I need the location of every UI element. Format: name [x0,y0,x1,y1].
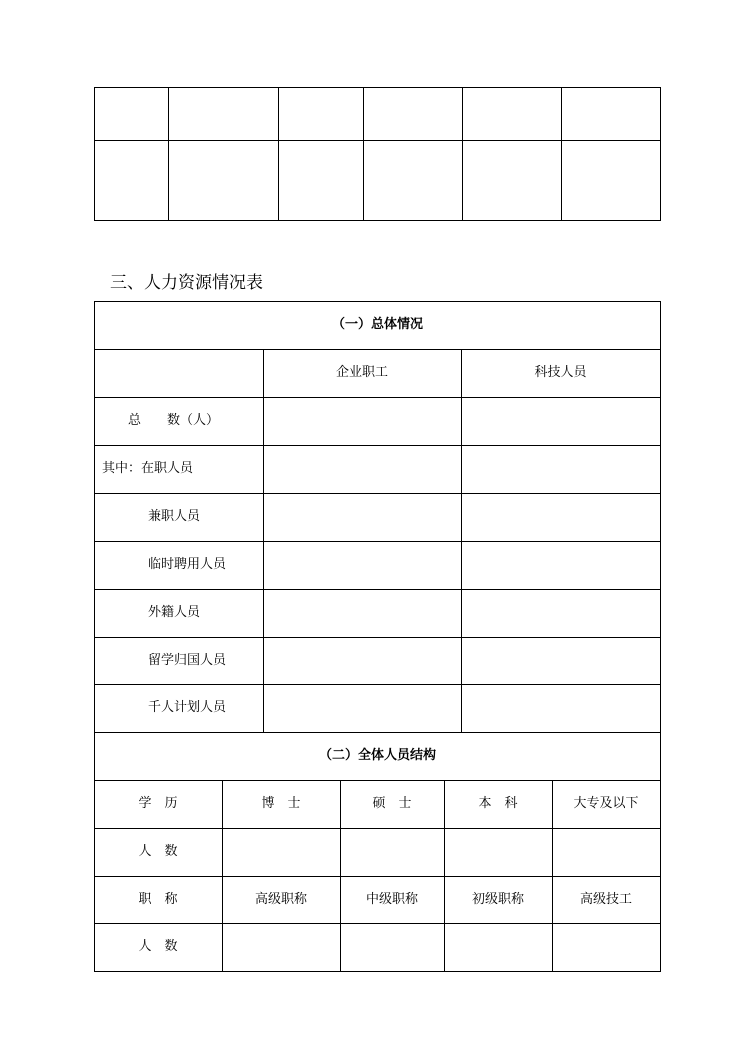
title-label: 职 称 [138,892,178,907]
top-table-line [561,87,562,221]
hr-table-line [94,780,661,781]
title-senior: 高级职称 [254,892,307,907]
hr-table-line [94,445,661,446]
top-table-line [363,87,364,221]
hr-table-line [94,923,661,924]
hr-table-line [660,301,661,972]
column-enterprise-staff: 企业职工 [335,365,388,380]
hr-table-line [461,349,462,733]
row-label-in-service: 其中：在职人员 [102,461,194,476]
education-bachelor: 本 科 [478,796,518,811]
hr-table-line [263,349,264,733]
hr-table-line [94,349,661,350]
count-label-education: 人 数 [138,844,178,859]
hr-table-line [94,493,661,494]
row-label-thousand-talents: 千人计划人员 [148,700,227,715]
title-junior: 初级职称 [471,892,524,907]
top-table-line [168,87,169,221]
title-intermediate: 中级职称 [365,892,418,907]
row-label-total: 总 数（人） [128,413,220,428]
row-label-part-time: 兼职人员 [148,509,201,524]
hr-table-line [94,541,661,542]
education-master: 硕 士 [372,796,412,811]
top-table-line [660,87,661,221]
hr-table-line [94,828,661,829]
overall-heading: （一）总体情况 [331,317,423,332]
count-label-titles: 人 数 [138,939,178,954]
top-table-line [94,140,661,141]
column-tech-staff: 科技人员 [534,365,587,380]
hr-table-line [94,971,661,972]
hr-table-line [94,301,661,302]
top-table-line [278,87,279,221]
hr-table-line [94,301,95,972]
hr-table-line [94,876,661,877]
hr-table-line [94,397,661,398]
top-table-line [94,87,95,221]
hr-table-line [94,589,661,590]
row-label-foreign: 外籍人员 [148,605,201,620]
hr-table-line [94,637,661,638]
education-college-below: 大专及以下 [573,796,639,811]
row-label-returnee: 留学归国人员 [148,653,227,668]
hr-table-line [94,684,661,685]
section-title: 三、人力资源情况表 [110,273,263,293]
education-phd: 博 士 [261,796,301,811]
top-table-line [462,87,463,221]
top-table-line [94,220,661,221]
education-label: 学 历 [138,796,178,811]
row-label-temporary: 临时聘用人员 [148,557,227,572]
top-table-line [94,87,661,88]
hr-table-line [94,732,661,733]
structure-heading: （二）全体人员结构 [318,748,436,763]
title-senior-technician: 高级技工 [579,892,632,907]
